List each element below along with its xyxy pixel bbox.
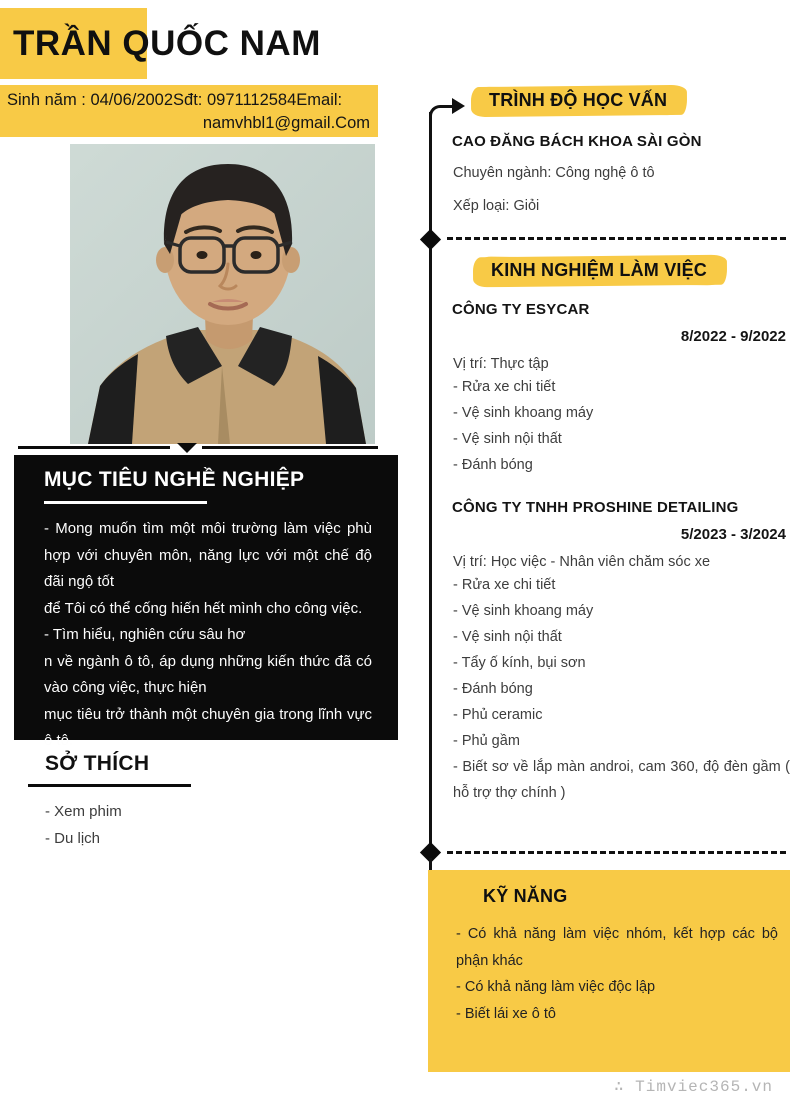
hobbies-underline <box>28 784 191 787</box>
diamond-icon <box>420 229 441 250</box>
objective-line: n về ngành ô tô, áp dụng những kiến thức đã có vào công việc, thực hiện <box>44 652 372 696</box>
job-duty: - Biết sơ về lắp màn androi, cam 360, độ đèn gầm ( hỗ trợ thợ chính ) <box>453 759 790 801</box>
education-section <box>450 85 786 216</box>
dashed-divider <box>447 851 786 854</box>
profile-photo <box>70 144 375 444</box>
job-entry <box>450 301 790 478</box>
portrait-illustration <box>70 144 375 444</box>
job-period: 5/2023 - 3/2024 <box>680 526 786 543</box>
triangle-down-icon <box>177 443 197 453</box>
job-duty: - Vệ sinh nội thất <box>453 629 562 645</box>
job-duty: - Tẩy ố kính, bụi sơn <box>453 655 586 671</box>
contact-line-1: Sinh năm : 04/06/2002Sđt: 0971112584Email: <box>7 91 343 109</box>
hobbies-section <box>28 752 388 852</box>
education-major: Chuyên ngành: Công nghệ ô tô <box>453 165 655 181</box>
experience-section <box>450 255 790 806</box>
photo-divider-left <box>18 446 170 449</box>
objective-line: để Tôi có thể cống hiến hết mình cho công việc. <box>44 599 363 617</box>
education-grade: Xếp loại: Giỏi <box>453 198 540 214</box>
job-entry <box>450 499 790 806</box>
company-name: CÔNG TY TNHH PROSHINE DETAILING <box>452 499 739 516</box>
education-title: TRÌNH ĐỘ HỌC VẤN <box>475 85 681 116</box>
job-duty: - Vệ sinh nội thất <box>453 431 562 447</box>
job-duty: - Vệ sinh khoang máy <box>453 405 594 421</box>
job-duty: - Rửa xe chi tiết <box>453 577 556 593</box>
job-duty: - Phủ ceramic <box>453 707 543 723</box>
candidate-name: TRẦN QUỐC NAM <box>13 24 321 63</box>
skill-item: - Có khả năng làm việc độc lập <box>456 979 656 995</box>
contact-bar <box>0 85 378 137</box>
timeline-vertical-line <box>429 112 432 862</box>
objective-section <box>14 455 398 749</box>
objective-title: MỤC TIÊU NGHỀ NGHIỆP <box>44 468 305 491</box>
job-duty: - Đánh bóng <box>453 681 533 697</box>
job-period: 8/2022 - 9/2022 <box>680 328 786 345</box>
objective-line: - Tìm hiểu, nghiên cứu sâu hơ <box>44 626 246 643</box>
skills-title: KỸ NĂNG <box>483 886 568 906</box>
hobbies-title: SỞ THÍCH <box>45 752 150 775</box>
job-duty: - Rửa xe chi tiết <box>453 379 556 395</box>
objective-underline <box>44 501 207 504</box>
dashed-divider <box>447 237 786 240</box>
hobby-item: - Du lịch <box>45 830 101 847</box>
photo-divider-right <box>202 446 378 449</box>
job-duty: - Đánh bóng <box>453 457 533 473</box>
skills-section <box>428 870 790 1072</box>
job-position: Vị trí: Học việc - Nhân viên chăm sóc xe <box>453 554 711 570</box>
skill-item: - Biết lái xe ô tô <box>456 1005 556 1022</box>
site-watermark: ∴ Timviec365.vn <box>613 1078 773 1096</box>
job-duty: - Vệ sinh khoang máy <box>453 603 594 619</box>
objective-line: - Mong muốn tìm một môi trường làm việc phù hợp với chuyên môn, năng lực với một chế độ đãi ngộ tốt <box>44 520 372 590</box>
experience-title: KINH NGHIỆM LÀM VIỆC <box>477 255 721 286</box>
company-name: CÔNG TY ESYCAR <box>452 301 590 318</box>
objective-line: mục tiêu trở thành một chuyên gia trong lĩnh vực ô tô. <box>44 705 372 749</box>
job-duty: - Phủ gầm <box>453 733 520 749</box>
skill-item: - Có khả năng làm việc nhóm, kết hợp các bộ phận khác <box>456 926 778 969</box>
hobby-item: - Xem phim <box>45 803 122 820</box>
job-position: Vị trí: Thực tập <box>453 356 549 372</box>
contact-line-2: namvhbl1@gmail.Com <box>202 114 370 132</box>
school-name: CAO ĐĂNG BÁCH KHOA SÀI GÒN <box>452 133 702 150</box>
